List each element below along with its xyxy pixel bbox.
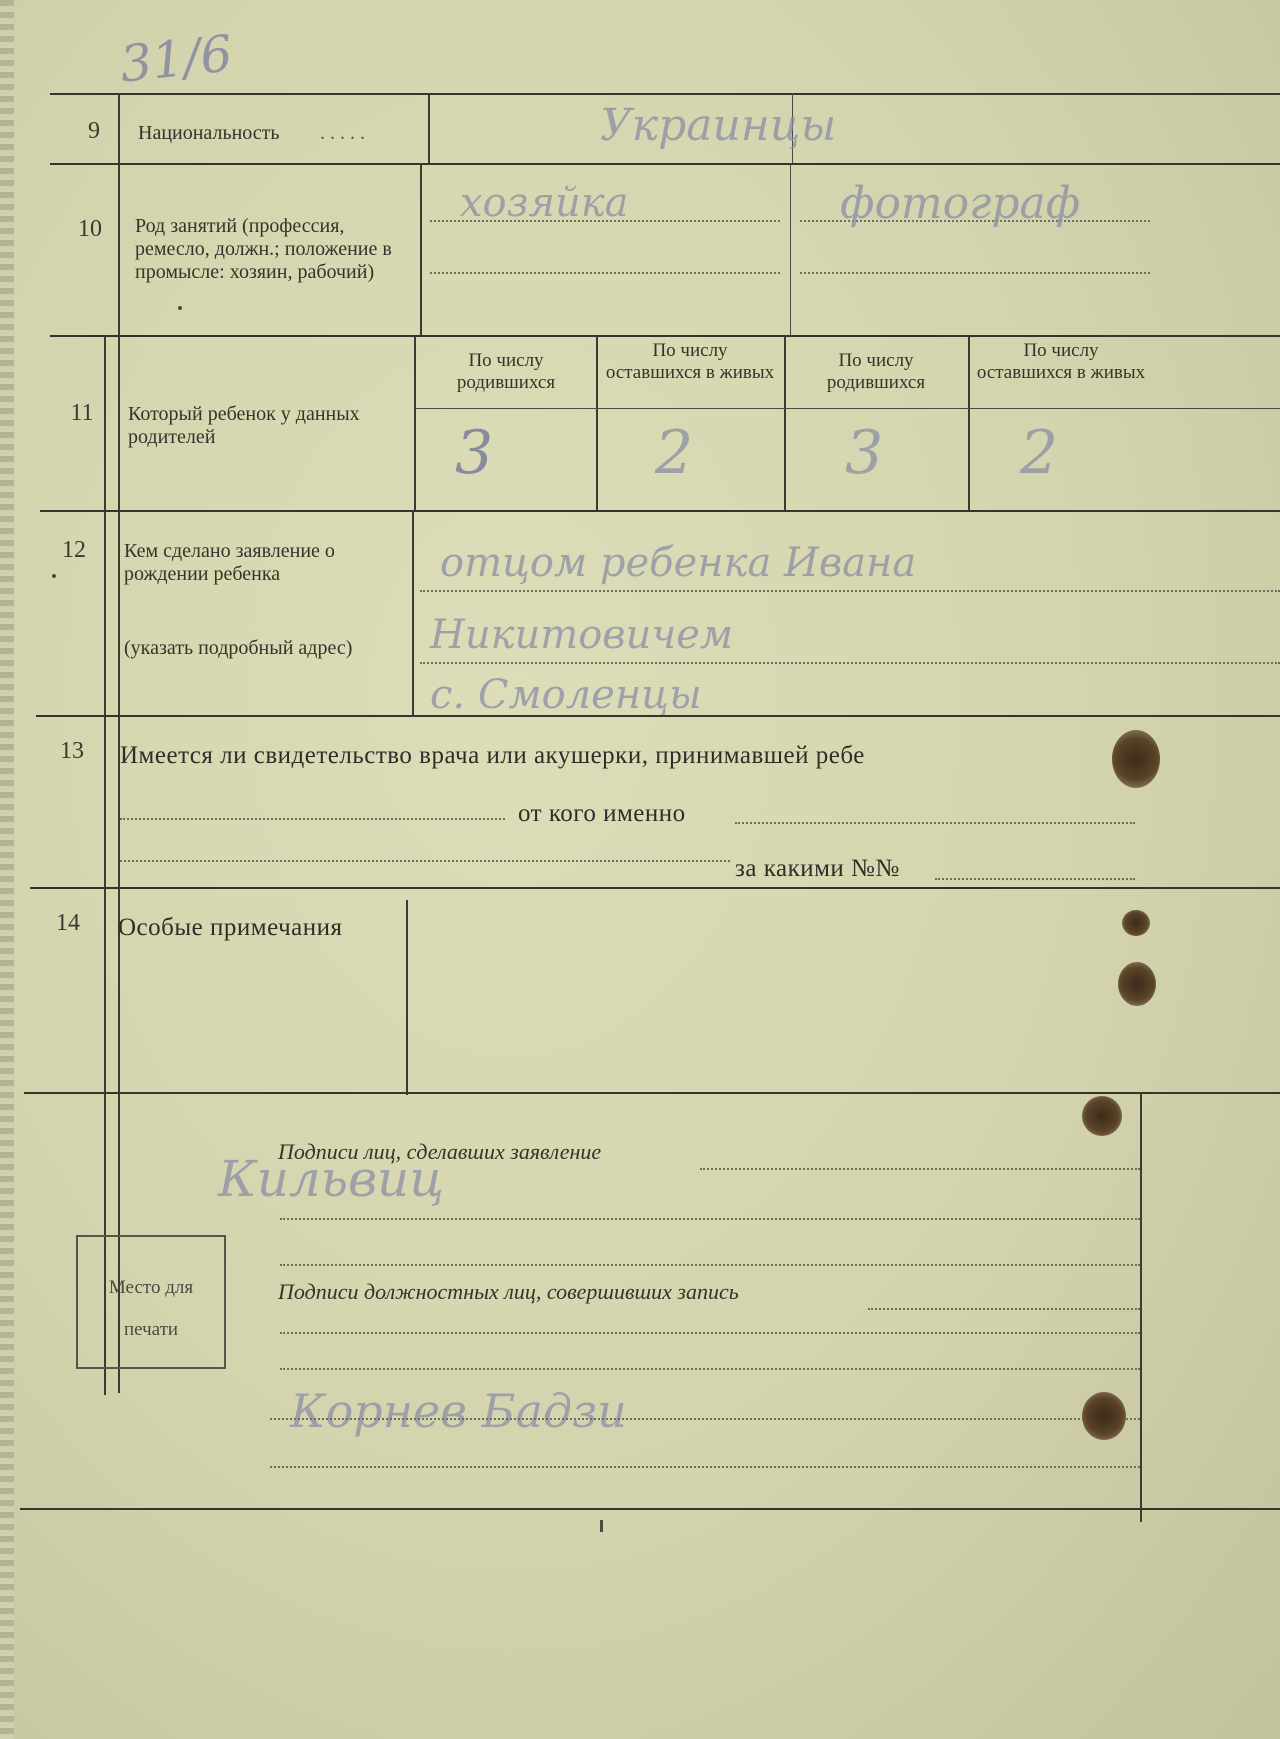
row-11-col-divider-3 xyxy=(968,335,970,510)
row-12-divider xyxy=(412,510,414,715)
row-11-divider xyxy=(414,335,416,510)
row-13-dotline-1 xyxy=(120,818,505,820)
row-11-header-border xyxy=(414,408,1280,409)
row-9-divider xyxy=(428,93,430,163)
children-value-2: 2 xyxy=(655,418,694,488)
officials-dotline-2 xyxy=(280,1332,1140,1334)
ink-speck xyxy=(600,1520,603,1532)
punch-hole xyxy=(1118,962,1156,1006)
officials-dotline-3 xyxy=(280,1368,1140,1370)
children-value-1: 3 xyxy=(455,418,494,488)
children-header-4: По числу оставшихся в живых xyxy=(976,340,1146,383)
punch-hole xyxy=(1082,1096,1122,1136)
table-bottom-border xyxy=(20,1508,1280,1510)
row-10-value-mother: хозяйка xyxy=(460,180,629,226)
row-9-number: 9 xyxy=(88,118,100,144)
row-12-dotline-1 xyxy=(420,590,1280,592)
children-value-4: 2 xyxy=(1020,418,1059,488)
officials-dotline-5 xyxy=(270,1466,1140,1468)
applicants-dotline-1 xyxy=(700,1168,1140,1170)
row-14-label: Особые примечания xyxy=(118,914,343,941)
children-value-3: 3 xyxy=(845,418,884,488)
row-12-label: Кем сделано заявление о рождении ребенка xyxy=(124,540,335,585)
officials-signature-label: Подписи должностных лиц, совершивших запись xyxy=(278,1279,739,1304)
children-header-1: По числу родившихся xyxy=(456,350,556,393)
row-11-label: Который ребенок у данных родителей xyxy=(128,403,360,448)
row-10-label: Род занятий (профессия, ремесло, должн.; положение в промысле: хозяин, рабочий) xyxy=(135,215,392,283)
row-10-value-divider xyxy=(790,163,791,335)
row-14-divider xyxy=(406,900,408,1095)
ink-speck xyxy=(52,574,56,578)
row-13-top-border xyxy=(36,715,1280,717)
row-12-value-line-2: Никитовичем xyxy=(430,612,734,658)
row-13-numbers: за какими №№ xyxy=(735,855,900,882)
row-13-dotline-3 xyxy=(120,860,730,862)
official-signature: Корнев Бадзи xyxy=(290,1384,627,1438)
applicant-signature: Кильвиц xyxy=(218,1150,445,1208)
row-10-number: 10 xyxy=(78,216,102,242)
row-12-dotline-2 xyxy=(420,662,1280,664)
row-13-from-whom: от кого именно xyxy=(518,800,686,827)
right-margin-line xyxy=(1140,1092,1142,1522)
row-11-top-border xyxy=(50,335,1280,337)
row-14-number: 14 xyxy=(56,910,80,936)
applicants-dotline-3 xyxy=(280,1264,1140,1266)
row-13-dotline-4 xyxy=(935,878,1135,880)
row-12-top-border xyxy=(40,510,1280,512)
punch-hole xyxy=(1082,1392,1126,1440)
ink-speck xyxy=(178,306,182,310)
table-top-border xyxy=(50,93,1280,95)
row-10-value-father: фотограф xyxy=(840,178,1081,229)
children-header-3: По числу родившихся xyxy=(826,350,926,393)
punch-hole xyxy=(1122,910,1150,936)
row-12-number: 12 xyxy=(62,537,86,563)
row-10-divider xyxy=(420,163,422,335)
row-14-top-border xyxy=(30,887,1280,889)
row-12-value-line-1: отцом ребенка Ивана xyxy=(440,540,917,586)
officials-dotline-4 xyxy=(270,1418,1140,1420)
row-9-label: Национальность xyxy=(138,122,280,144)
row-10-dotline-4 xyxy=(800,272,1150,274)
binding-edge xyxy=(0,0,14,1739)
row-12-address-note: (указать подробный адрес) xyxy=(124,637,353,659)
row-12-value-line-3: с. Смоленцы xyxy=(430,672,702,718)
applicants-signature-label: Подписи лиц, сделавших заявление xyxy=(278,1139,602,1164)
row-10-top-border xyxy=(50,163,1280,165)
stamp-place-label: Место для печати xyxy=(108,1277,194,1340)
row-11-number: 11 xyxy=(70,400,94,426)
row-13-label: Имеется ли свидетельство врача или акушерки, принимавшей ребе xyxy=(120,742,865,769)
signatures-top-border xyxy=(24,1092,1280,1094)
punch-hole xyxy=(1112,730,1160,788)
row-13-number: 13 xyxy=(60,738,84,764)
row-13-dotline-2 xyxy=(735,822,1135,824)
row-9-value: Украинцы xyxy=(600,100,837,151)
archive-number: 31/6 xyxy=(117,24,236,94)
stamp-place-box xyxy=(76,1235,226,1369)
row-11-col-divider-2 xyxy=(784,335,786,510)
row-10-dotline-2 xyxy=(430,272,780,274)
children-header-2: По числу оставшихся в живых xyxy=(605,340,775,383)
applicants-dotline-2 xyxy=(280,1218,1140,1220)
officials-dotline-1 xyxy=(868,1308,1140,1310)
row-9-leader: . . . . . xyxy=(320,122,365,144)
row-11-col-divider-1 xyxy=(596,335,598,510)
